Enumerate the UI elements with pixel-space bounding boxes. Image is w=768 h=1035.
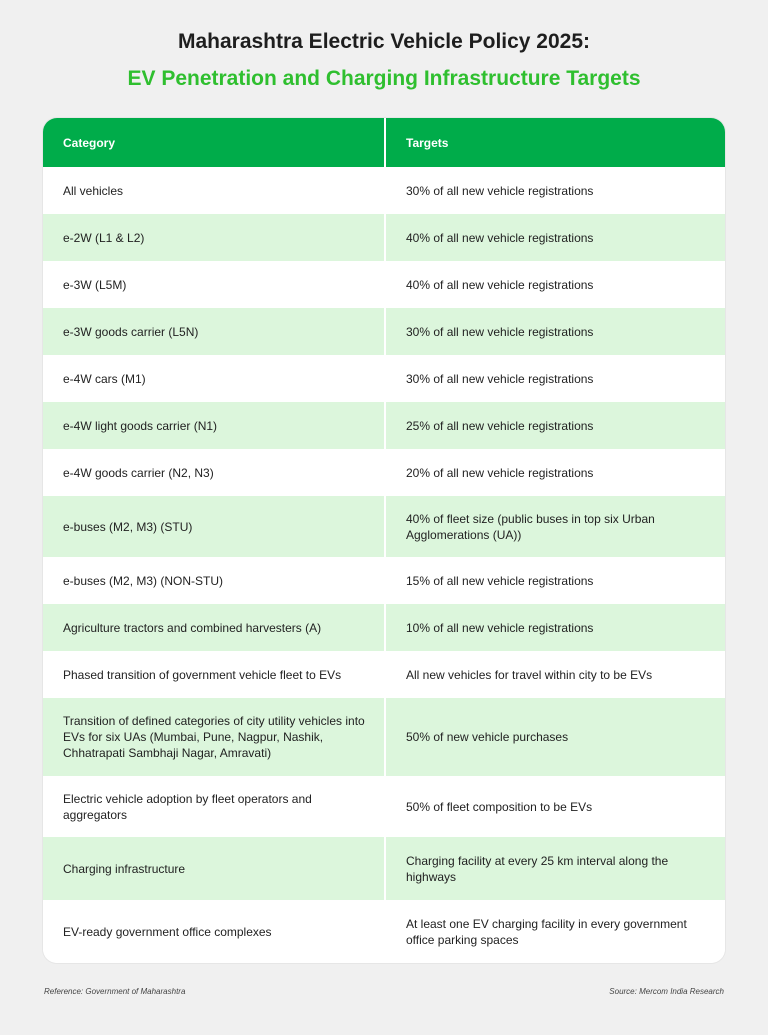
source-note: Source: Mercom India Research (609, 987, 724, 996)
table-row (43, 651, 725, 698)
table-row (43, 308, 725, 355)
category-cell: e-3W (L5M) (63, 277, 127, 292)
target-cell: All new vehicles for travel within city to be EVs (384, 651, 725, 698)
target-cell: Charging facility at every 25 km interval along the highways (384, 837, 725, 900)
table-row (43, 900, 725, 963)
table-row (43, 496, 725, 557)
target-cell: 40% of fleet size (public buses in top six Urban Agglomerations (UA)) (384, 496, 725, 557)
target-cell: 15% of all new vehicle registrations (384, 557, 725, 604)
category-cell: All vehicles (63, 183, 124, 198)
reference-note: Reference: Government of Maharashtra (44, 987, 186, 996)
table-row (43, 261, 725, 308)
target-cell: 10% of all new vehicle registrations (384, 604, 725, 651)
target-cell: At least one EV charging facility in every government office parking spaces (384, 900, 725, 963)
category-cell: Transition of defined categories of city utility vehicles into EVs for six UAs (Mumbai, Pune, Nagpur, Nashik, Chhatrapati Sambhaji Nagar, Amravati) (63, 714, 365, 760)
title-block (0, 28, 768, 93)
category-cell: e-3W goods carrier (L5N) (63, 324, 199, 339)
targets-table (43, 118, 725, 963)
category-cell: Charging infrastructure (63, 861, 186, 876)
target-cell: 20% of all new vehicle registrations (384, 449, 725, 496)
category-cell: Agriculture tractors and combined harvesters (A) (63, 620, 322, 635)
page-subtitle: EV Penetration and Charging Infrastructure Targets (127, 67, 641, 90)
table-row (43, 167, 725, 214)
table-row (43, 402, 725, 449)
table-row (43, 837, 725, 900)
table-row (43, 214, 725, 261)
target-cell: 30% of all new vehicle registrations (384, 308, 725, 355)
target-cell: 30% of all new vehicle registrations (384, 167, 725, 214)
category-cell: e-buses (M2, M3) (STU) (63, 519, 193, 534)
category-cell: e-buses (M2, M3) (NON-STU) (63, 573, 224, 588)
category-cell: EV-ready government office complexes (63, 924, 272, 939)
category-cell: e-4W light goods carrier (N1) (63, 418, 218, 433)
header-category: Category (63, 135, 116, 150)
category-cell: e-4W cars (M1) (63, 371, 146, 386)
target-cell: 50% of new vehicle purchases (384, 698, 725, 776)
table-row (43, 604, 725, 651)
category-cell: Phased transition of government vehicle fleet to EVs (63, 667, 342, 682)
target-cell: 25% of all new vehicle registrations (384, 402, 725, 449)
target-cell: 50% of fleet composition to be EVs (384, 776, 725, 837)
table-row (43, 449, 725, 496)
header-targets: Targets (384, 118, 725, 167)
table-header-row (43, 118, 725, 167)
table-row (43, 698, 725, 776)
table-row (43, 557, 725, 604)
target-cell: 30% of all new vehicle registrations (384, 355, 725, 402)
category-cell: e-4W goods carrier (N2, N3) (63, 465, 214, 480)
table-row (43, 776, 725, 837)
category-cell: e-2W (L1 & L2) (63, 230, 145, 245)
target-cell: 40% of all new vehicle registrations (384, 261, 725, 308)
target-cell: 40% of all new vehicle registrations (384, 214, 725, 261)
page-title: Maharashtra Electric Vehicle Policy 2025: (177, 30, 591, 53)
category-cell: Electric vehicle adoption by fleet operators and aggregators (63, 791, 312, 822)
table-row (43, 355, 725, 402)
